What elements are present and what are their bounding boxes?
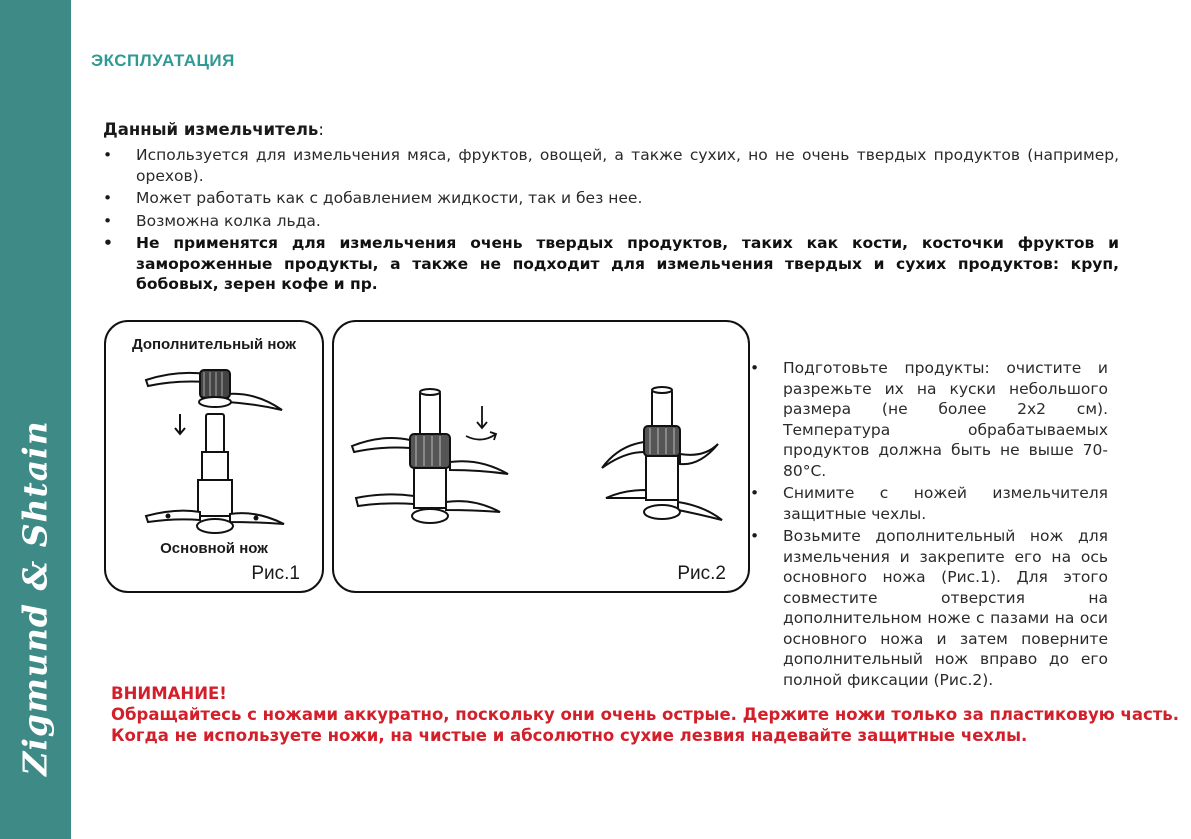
brand-sidebar: [0, 0, 71, 839]
warning-block: [111, 683, 1179, 746]
figure-2: [332, 320, 750, 593]
intro-heading-colon: :: [318, 120, 324, 139]
main-blade-drawing: [146, 414, 284, 533]
down-arrow-icon: [175, 414, 185, 434]
figure-1-caption: Рис.1: [251, 563, 300, 584]
rotate-arrow-icon: [466, 406, 496, 440]
intro-heading-text: Данный измельчитель: [103, 120, 319, 139]
intro-item: • Используется для измельчения мяса, фруктов, овощей, а также сухих, но не очень твердых продуктов (например, орехов).: [103, 145, 1119, 186]
warning-line: Когда не используете ножи, на чистые и абсолютно сухие лезвия надевайте защитные чехлы.: [111, 726, 1028, 745]
blade-assembly-left: [352, 389, 508, 523]
figure-1-top-label: Дополнительный нож: [131, 336, 297, 353]
additional-blade-drawing: [146, 370, 282, 410]
intro-item: • Возможна колка льда.: [103, 211, 1119, 232]
step-item: • Снимите с ножей измельчителя защитные чехлы.: [750, 483, 1108, 524]
section-title: ЭКСПЛУАТАЦИЯ: [91, 51, 235, 70]
intro-list: [103, 145, 1119, 295]
step-item: • Возьмите дополнительный нож для измельчения и закрепите его на ось основного ножа (Рис.1). Для этого совместите отверстия на дополнительном ноже с пазами на оси основного ножа и затем поверните дополнительный нож вправо до его полной фиксации (Рис.2).: [750, 526, 1108, 690]
steps-list: [750, 358, 1108, 692]
intro-block: [103, 120, 1119, 297]
warning-title: ВНИМАНИЕ!: [111, 684, 227, 703]
step-item: • Подготовьте продукты: очистите и разрежьте их на куски небольшого размера (не более 2x2 см). Температура обрабатываемых продуктов должна быть не выше 70-80°C.: [750, 358, 1108, 481]
intro-heading: [103, 120, 1119, 139]
figure-1-bottom-label: Основной нож: [160, 540, 268, 557]
intro-item: • Может работать как с добавлением жидкости, так и без нее.: [103, 188, 1119, 209]
intro-item-restriction: • Не применятся для измельчения очень твердых продуктов, таких как кости, косточки фруктов и замороженные продукты, а также не подходит для измельчения твердых и сухих продуктов: круп, бобовых, зерен кофе и пр.: [103, 233, 1119, 295]
blade-assembly-right: [602, 387, 722, 520]
figure-2-caption: Рис.2: [677, 563, 726, 584]
figure-2-illustration: [334, 322, 748, 591]
figure-1: [104, 320, 324, 593]
warning-line: Обращайтесь с ножами аккуратно, поскольку они очень острые. Держите ножи только за пластиковую часть.: [111, 705, 1179, 724]
brand-logo: Zigmund & Shtain: [15, 420, 55, 776]
